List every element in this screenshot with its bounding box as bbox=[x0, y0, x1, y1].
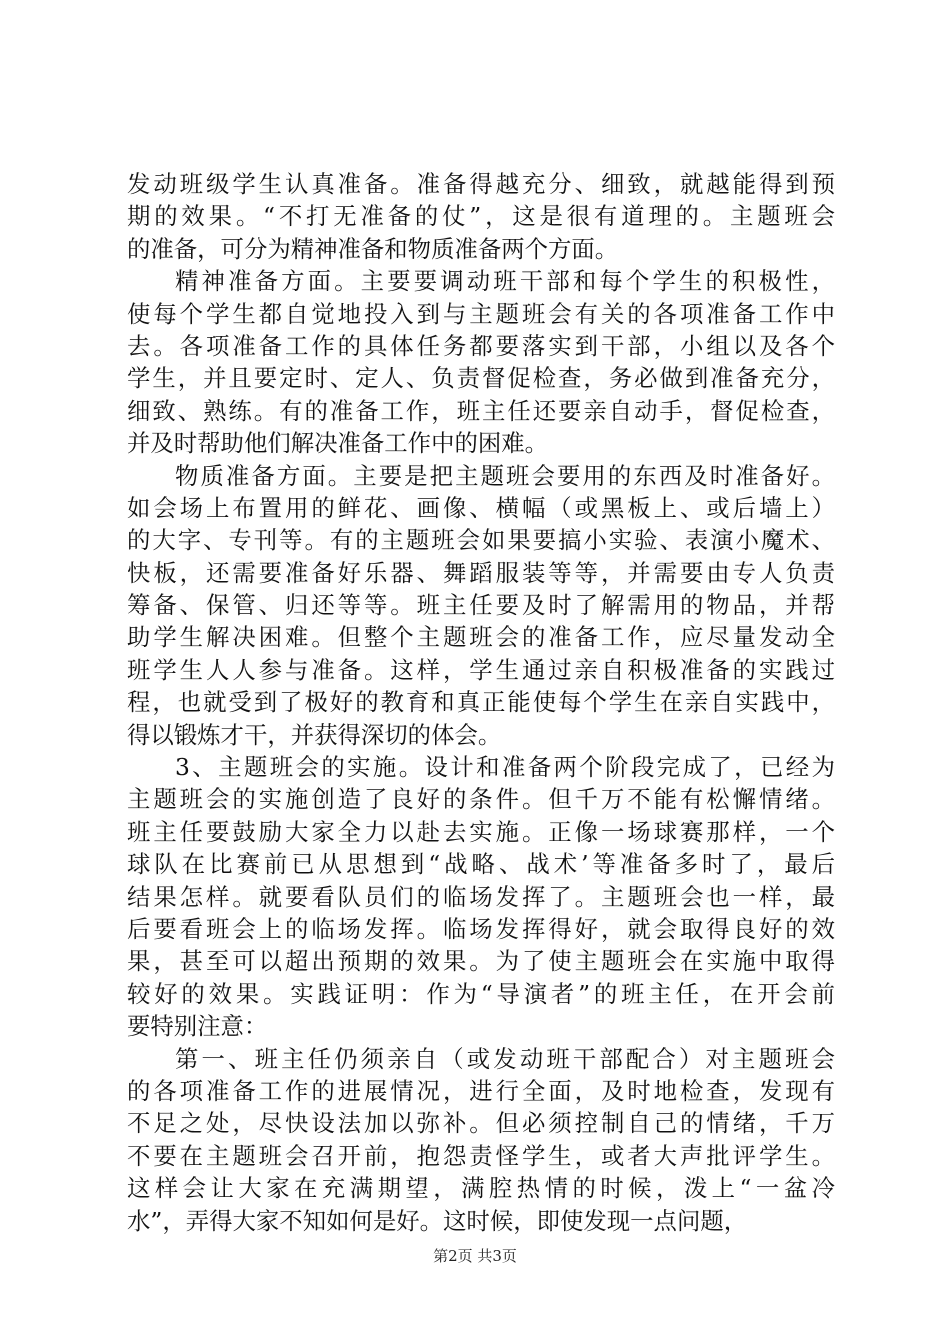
text-line: 物质准备方面。主要是把主题班会要用的东西及时准备好。 bbox=[175, 461, 835, 490]
text-line: 去。各项准备工作的具体任务都要落实到干部，小组以及各个 bbox=[127, 331, 835, 360]
text-line: 第一、班主任仍须亲自（或发动班干部配合）对主题班会 bbox=[175, 1044, 835, 1073]
paragraph bbox=[127, 460, 835, 752]
text-line: 助学生解决困难。但整个主题班会的准备工作，应尽量发动全 bbox=[127, 623, 835, 652]
text-line: 果，甚至可以超出预期的效果。为了使主题班会在实施中取得 bbox=[127, 947, 835, 976]
text-line: 的大字、专刊等。有的主题班会如果要搞小实验、表演小魔术、 bbox=[127, 526, 835, 555]
text-line: 如会场上布置用的鲜花、画像、横幅（或黑板上、或后墙上） bbox=[127, 493, 835, 522]
text-line: 主题班会的实施创造了良好的条件。但千万不能有松懈情绪。 bbox=[127, 785, 835, 814]
text-line: 球队在比赛前已从思想到“战略、战术’等准备多时了，最后 bbox=[127, 850, 835, 879]
text-line: 发动班级学生认真准备。准备得越充分、细致，就越能得到预 bbox=[127, 170, 835, 198]
text-line: 不要在主题班会召开前，抱怨责怪学生，或者大声批评学生。 bbox=[127, 1141, 835, 1170]
text-line: 得以锻炼才干，并获得深切的体会。 bbox=[127, 720, 502, 749]
text-line: 并及时帮助他们解决准备工作中的困难。 bbox=[127, 429, 549, 458]
paragraph bbox=[127, 265, 835, 459]
text-line: 细致、熟练。有的准备工作，班主任还要亲自动手，督促检查， bbox=[127, 396, 835, 425]
text-line: 3、主题班会的实施。设计和准备两个阶段完成了，已经为 bbox=[175, 753, 835, 782]
text-line: 筹备、保管、归还等等。班主任要及时了解需用的物品，并帮 bbox=[127, 591, 835, 620]
text-line: 班学生人人参与准备。这样，学生通过亲自积极准备的实践过 bbox=[127, 655, 835, 684]
text-line: 快板，还需要准备好乐器、舞蹈服装等等，并需要由专人负责 bbox=[127, 558, 835, 587]
text-line: 程，也就受到了极好的教育和真正能使每个学生在亲自实践中， bbox=[127, 688, 835, 717]
text-line: 不足之处，尽快设法加以弥补。但必须控制自己的情绪，千万 bbox=[127, 1109, 835, 1138]
text-line: 的准备，可分为精神准备和物质准备两个方面。 bbox=[127, 234, 619, 263]
text-line: 班主任要鼓励大家全力以赴去实施。正像一场球赛那样，一个 bbox=[127, 817, 835, 846]
text-line: 较好的效果。实践证明：作为“导演者”的班主任，在开会前 bbox=[127, 979, 835, 1008]
text-line: 结果怎样。就要看队员们的临场发挥了。主题班会也一样，最 bbox=[127, 882, 835, 911]
text-line: 精神准备方面。主要要调动班干部和每个学生的积极性， bbox=[175, 267, 835, 296]
text-line: 使每个学生都自觉地投入到与主题班会有关的各项准备工作中 bbox=[127, 299, 835, 328]
text-line: 学生，并且要定时、定人、负责督促检查，务必做到准备充分， bbox=[127, 364, 835, 393]
paragraph bbox=[127, 168, 835, 265]
page-footer: 第2页 共3页 bbox=[433, 1247, 517, 1265]
text-line: 水”，弄得大家不知如何是好。这时候，即使发现一点问题， bbox=[127, 1206, 748, 1235]
paragraph bbox=[127, 1043, 835, 1237]
body-text bbox=[127, 168, 835, 1237]
text-line: 这样会让大家在充满期望，满腔热情的时候，泼上“一盆冷 bbox=[127, 1174, 835, 1203]
text-line: 期的效果。“不打无准备的仗”，这是很有道理的。主题班会 bbox=[127, 202, 835, 231]
paragraph bbox=[127, 751, 835, 1043]
text-line: 后要看班会上的临场发挥。临场发挥得好，就会取得良好的效 bbox=[127, 914, 835, 943]
text-line: 的各项准备工作的进展情况，进行全面，及时地检查，发现有 bbox=[127, 1076, 835, 1105]
text-line: 要特别注意： bbox=[127, 1012, 268, 1041]
